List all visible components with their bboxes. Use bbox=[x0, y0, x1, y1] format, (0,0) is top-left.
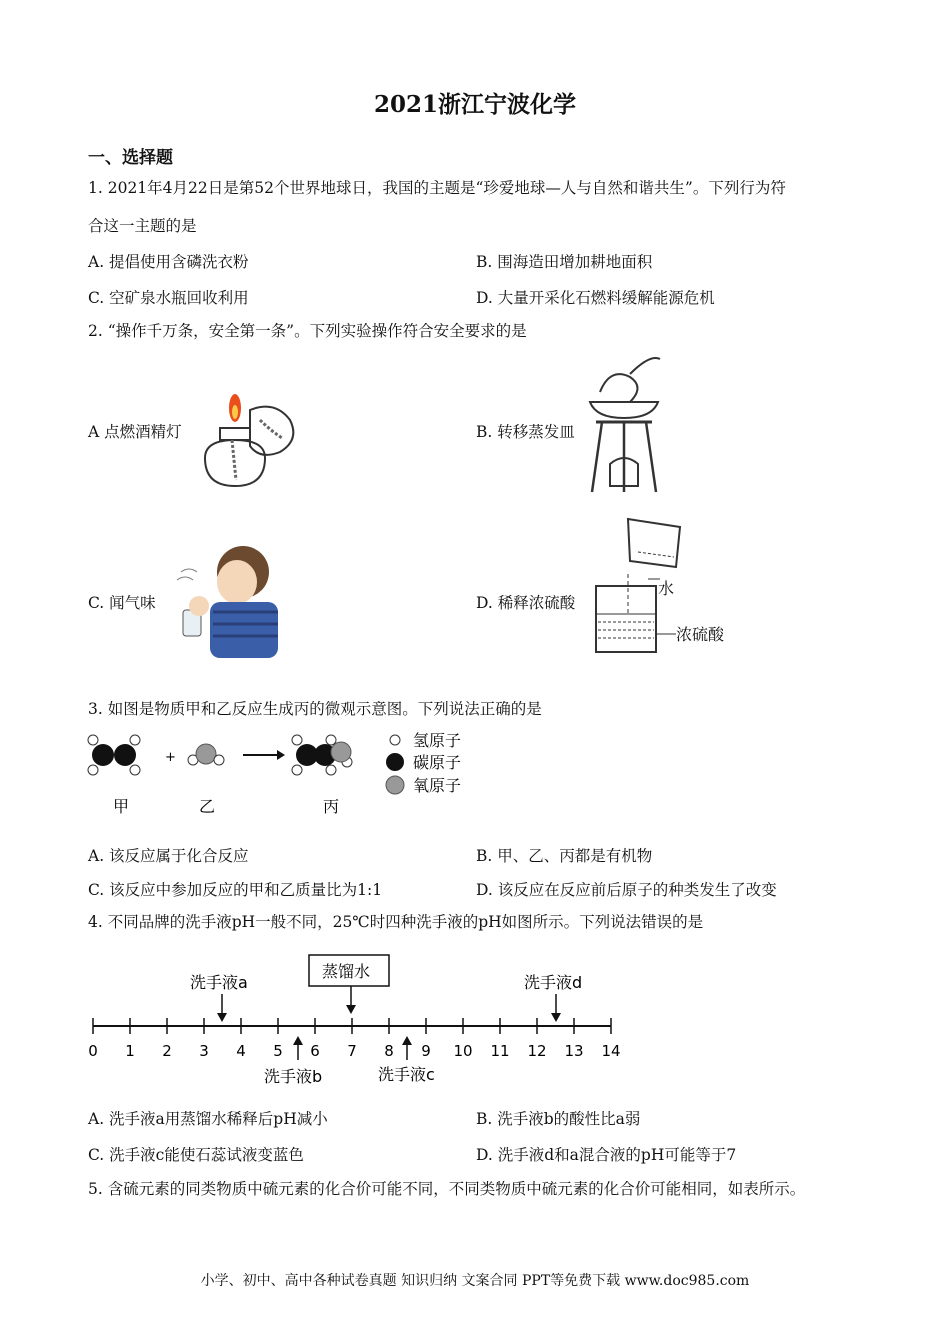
label-jia: 甲 bbox=[113, 797, 130, 816]
label-handwash-d: 洗手液d bbox=[524, 973, 583, 992]
ph-tick-label: 14 bbox=[601, 1042, 621, 1060]
q3-stem: 3. 如图是物质甲和乙反应生成丙的微观示意图。下列说法正确的是 bbox=[88, 700, 542, 718]
legend-oxygen: 氧原子 bbox=[413, 776, 462, 795]
q2-option-c: C. 闻气味 bbox=[88, 594, 156, 612]
legend-carbon: 碳原子 bbox=[413, 753, 462, 772]
ph-tick-label: 3 bbox=[199, 1042, 209, 1060]
q4-option-d: D. 洗手液d和a混合液的pH可能等于7 bbox=[476, 1146, 737, 1164]
label-bing: 丙 bbox=[323, 797, 340, 816]
reaction-diagram bbox=[85, 728, 485, 820]
q3-option-b: B. 甲、乙、丙都是有机物 bbox=[476, 847, 653, 865]
ph-tick-label: 7 bbox=[347, 1042, 357, 1060]
q4-option-a: A. 洗手液a用蒸馏水稀释后pH减小 bbox=[88, 1110, 328, 1128]
q1-option-a: A. 提倡使用含磷洗衣粉 bbox=[88, 253, 249, 271]
q1-option-d: D. 大量开采化石燃料缓解能源危机 bbox=[476, 289, 715, 307]
page-footer: 小学、初中、高中各种试卷真题 知识归纳 文案合同 PPT等免费下载 www.doc985.com bbox=[200, 1273, 750, 1289]
label-handwash-a: 洗手液a bbox=[190, 973, 248, 992]
section-heading: 一、选择题 bbox=[88, 148, 173, 168]
page-title: 2021浙江宁波化学 bbox=[373, 91, 576, 118]
ph-tick-label: 4 bbox=[236, 1042, 246, 1060]
q3-option-c: C. 该反应中参加反应的甲和乙质量比为1:1 bbox=[88, 881, 383, 899]
ph-tick-label: 2 bbox=[162, 1042, 172, 1060]
smelling-gas-illustration bbox=[175, 540, 285, 660]
q2-option-d: D. 稀释浓硫酸 bbox=[476, 594, 576, 612]
legend-hydrogen: 氢原子 bbox=[413, 731, 462, 750]
ph-tick-label: 0 bbox=[88, 1042, 98, 1060]
water-label: 水 bbox=[658, 579, 675, 598]
ph-tick-label: 5 bbox=[273, 1042, 283, 1060]
q4-stem: 4. 不同品牌的洗手液pH一般不同，25℃时四种洗手液的pH如图所示。下列说法错误的是 bbox=[88, 913, 704, 931]
ph-tick-label: 13 bbox=[564, 1042, 584, 1060]
ph-tick-label: 6 bbox=[310, 1042, 320, 1060]
ph-ticks bbox=[88, 1018, 620, 1060]
q2-option-b: B. 转移蒸发皿 bbox=[476, 423, 575, 441]
q1-stem-line2: 合这一主题的是 bbox=[88, 217, 197, 235]
ph-tick-label: 9 bbox=[421, 1042, 431, 1060]
q4-option-b: B. 洗手液b的酸性比a弱 bbox=[476, 1110, 641, 1128]
label-handwash-b: 洗手液b bbox=[264, 1067, 323, 1086]
ph-tick-label: 10 bbox=[453, 1042, 473, 1060]
ph-number-line bbox=[80, 950, 640, 1090]
water-box-label: 蒸馏水 bbox=[322, 962, 371, 981]
q4-option-c: C. 洗手液c能使石蕊试液变蓝色 bbox=[88, 1146, 304, 1164]
alcohol-lamp-illustration bbox=[190, 380, 310, 492]
acid-label: 浓硫酸 bbox=[676, 625, 725, 644]
q1-option-b: B. 围海造田增加耕地面积 bbox=[476, 253, 653, 271]
ph-tick-label: 8 bbox=[384, 1042, 394, 1060]
q1-stem-line1: 1. 2021年4月22日是第52个世界地球日，我国的主题是“珍爱地球—人与自然和谐共生”。下列行为符 bbox=[88, 179, 786, 197]
ph-tick-label: 1 bbox=[125, 1042, 135, 1060]
ph-tick-label: 11 bbox=[490, 1042, 510, 1060]
evaporating-dish-illustration bbox=[580, 352, 670, 497]
ph-tick-label: 12 bbox=[527, 1042, 547, 1060]
q5-stem: 5. 含硫元素的同类物质中硫元素的化合价可能不同，不同类物质中硫元素的化合价可能相同，如表所示。 bbox=[88, 1180, 806, 1198]
q2-option-a: A 点燃酒精灯 bbox=[88, 423, 182, 441]
q1-option-c: C. 空矿泉水瓶回收利用 bbox=[88, 289, 249, 307]
label-handwash-c: 洗手液c bbox=[378, 1065, 435, 1084]
q2-stem: 2. “操作千万条，安全第一条”。下列实验操作符合安全要求的是 bbox=[88, 322, 527, 340]
label-yi: 乙 bbox=[199, 797, 216, 816]
q3-option-a: A. 该反应属于化合反应 bbox=[88, 847, 249, 865]
q3-option-d: D. 该反应在反应前后原子的种类发生了改变 bbox=[476, 881, 777, 899]
svg-text:+: + bbox=[165, 750, 176, 765]
diluting-acid-illustration bbox=[588, 514, 738, 659]
